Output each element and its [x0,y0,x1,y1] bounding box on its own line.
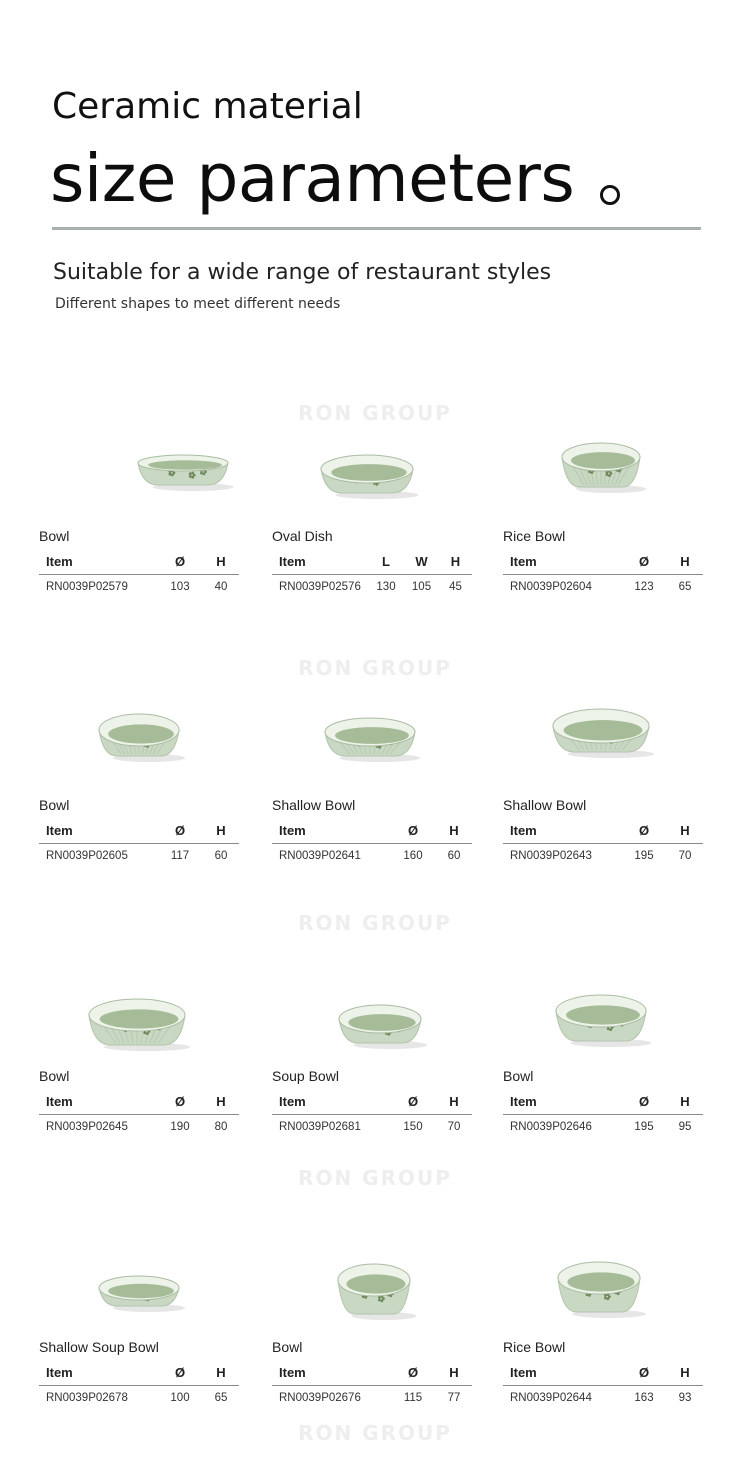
dimension-value: 150 [403,1121,423,1133]
bowl-illustration [503,696,708,791]
spec-header-item: Item [272,821,390,844]
bowl-illustration [39,696,244,791]
spec-header-dimension: H [667,1363,703,1386]
spec-table [39,1363,239,1404]
bowl-illustration [39,1238,244,1333]
product-name: Shallow Bowl [503,797,587,813]
product-card [503,1238,708,1408]
product-name: Bowl [272,1339,303,1355]
product-name: Bowl [39,797,70,813]
tagline: Different shapes to meet different needs [55,296,341,312]
product-card [503,696,708,866]
product-card [272,1238,477,1408]
dimension-value: 105 [411,581,432,593]
spec-table [503,552,703,593]
item-code: RN0039P02676 [279,1392,361,1404]
dimension-value: 95 [678,1121,692,1133]
dimension-value: 45 [449,581,462,593]
bowl-illustration [272,1238,477,1333]
product-name: Bowl [39,1068,70,1084]
spec-table [272,1363,472,1404]
spec-table [272,1092,472,1133]
bowl-illustration [503,427,708,522]
subtitle: Suitable for a wide range of restaurant styles [53,260,552,285]
spec-header-dimension: H [436,1363,472,1386]
product-name: Shallow Soup Bowl [39,1339,159,1355]
item-code: RN0039P02643 [510,850,592,862]
spec-header-item: Item [39,552,157,575]
bowl-illustration [272,696,477,791]
spec-header-dimension: W [404,552,439,575]
spec-header-item: Item [272,552,368,575]
product-card [39,1238,244,1408]
product-card [39,427,244,597]
product-card [503,967,708,1137]
watermark: RON GROUP [298,1421,452,1445]
watermark: RON GROUP [298,1166,452,1190]
product-card [503,427,708,597]
spec-header-dimension: L [368,552,404,575]
dimension-value: 60 [447,850,461,862]
spec-table [272,552,472,593]
dimension-value: 103 [170,581,190,593]
watermark: RON GROUP [298,656,452,680]
item-code: RN0039P02678 [46,1392,128,1404]
product-name: Soup Bowl [272,1068,339,1084]
spec-header-dimension: Ø [157,552,203,575]
spec-header-dimension: H [436,1092,472,1115]
product-card [272,427,477,597]
item-code: RN0039P02681 [279,1121,361,1133]
dimension-value: 163 [634,1392,654,1404]
item-code: RN0039P02604 [510,581,592,593]
dimension-value: 123 [634,581,654,593]
spec-table [272,821,472,862]
spec-header-dimension: Ø [390,1363,436,1386]
bowl-illustration [272,427,477,522]
spec-table [39,552,239,593]
spec-header-item: Item [272,1092,390,1115]
spec-table [503,1363,703,1404]
product-name: Rice Bowl [503,1339,566,1355]
spec-header-item: Item [503,1363,621,1386]
spec-header-item: Item [503,1092,621,1115]
dimension-value: 195 [634,850,654,862]
product-card [272,967,477,1137]
item-code: RN0039P02641 [279,850,361,862]
bowl-illustration [39,427,244,522]
spec-header-dimension: Ø [621,552,667,575]
title-small: Ceramic material [52,86,363,127]
dimension-value: 80 [214,1121,228,1133]
dimension-value: 195 [634,1121,654,1133]
spec-header-dimension: Ø [621,1363,667,1386]
spec-table [503,1092,703,1133]
dimension-value: 160 [403,850,423,862]
spec-header-dimension: Ø [157,1092,203,1115]
spec-header-dimension: H [203,552,239,575]
product-name: Oval Dish [272,528,333,544]
spec-header-dimension: Ø [621,1092,667,1115]
spec-header-item: Item [39,1092,157,1115]
spec-header-dimension: Ø [390,1092,436,1115]
spec-table [39,1092,239,1133]
spec-table [39,821,239,862]
spec-header-dimension: H [436,821,472,844]
product-name: Rice Bowl [503,528,566,544]
watermark: RON GROUP [298,401,452,425]
product-name: Bowl [503,1068,534,1084]
watermark: RON GROUP [298,911,452,935]
dimension-value: 115 [403,1392,423,1404]
dimension-value: 65 [678,581,692,593]
spec-header-dimension: Ø [390,821,436,844]
spec-header-item: Item [503,821,621,844]
product-card [39,967,244,1137]
item-code: RN0039P02645 [46,1121,128,1133]
spec-header-dimension: Ø [157,821,203,844]
spec-header-item: Item [39,1363,157,1386]
dimension-value: 77 [447,1392,461,1404]
dimension-value: 65 [214,1392,228,1404]
bowl-illustration [503,967,708,1062]
bowl-illustration [272,967,477,1062]
dimension-value: 100 [170,1392,190,1404]
dimension-value: 93 [678,1392,692,1404]
spec-header-dimension: H [439,552,472,575]
item-code: RN0039P02646 [510,1121,592,1133]
spec-header-item: Item [503,552,621,575]
dimension-value: 60 [214,850,228,862]
dimension-value: 70 [447,1121,461,1133]
item-code: RN0039P02644 [510,1392,592,1404]
spec-header-dimension: H [667,552,703,575]
spec-header-dimension: H [667,1092,703,1115]
dimension-value: 130 [376,581,396,593]
spec-table [503,821,703,862]
item-code: RN0039P02576 [279,581,361,593]
item-code: RN0039P02605 [46,850,128,862]
divider [52,227,701,230]
spec-header-dimension: Ø [157,1363,203,1386]
dimension-value: 70 [678,850,692,862]
spec-header-dimension: Ø [621,821,667,844]
item-code: RN0039P02579 [46,581,128,593]
spec-header-dimension: H [667,821,703,844]
dimension-value: 117 [170,850,190,862]
spec-header-item: Item [272,1363,390,1386]
dimension-value: 190 [170,1121,190,1133]
product-name: Shallow Bowl [272,797,356,813]
title-circle-mark [600,185,620,205]
spec-header-dimension: H [203,1092,239,1115]
bowl-illustration [39,967,244,1062]
dimension-value: 40 [214,581,228,593]
product-card [272,696,477,866]
spec-header-item: Item [39,821,157,844]
product-name: Bowl [39,528,70,544]
spec-header-dimension: H [203,1363,239,1386]
spec-header-dimension: H [203,821,239,844]
bowl-illustration [503,1238,708,1333]
product-card [39,696,244,866]
page-title: size parameters [50,140,575,217]
